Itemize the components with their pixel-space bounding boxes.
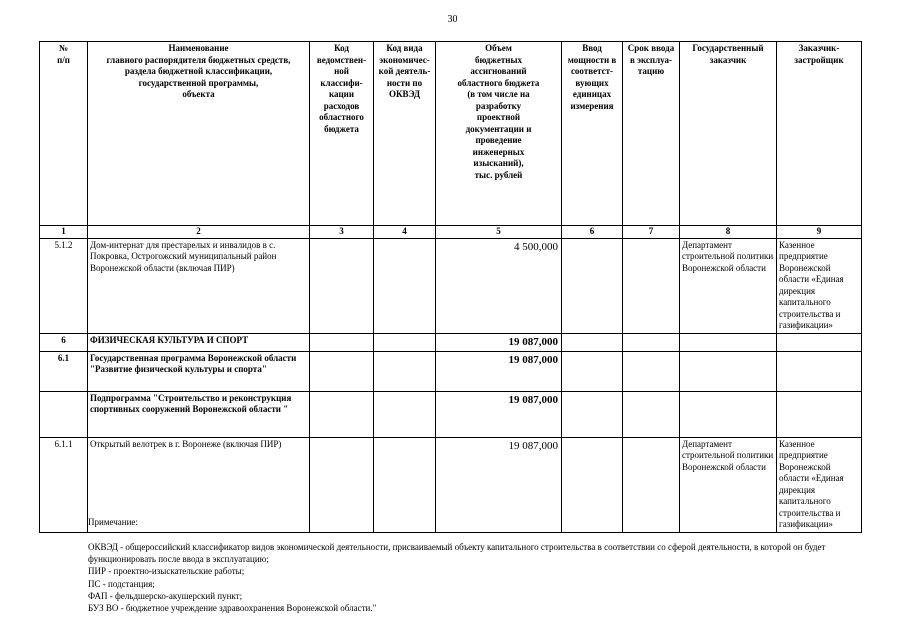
okved-cell: [374, 333, 436, 351]
capacity-cell: [562, 333, 623, 351]
row-number: 6.1.1: [40, 437, 88, 532]
okved-cell: [374, 351, 436, 391]
header-term: [623, 42, 680, 226]
developer-cell: [777, 333, 862, 351]
volume-cell: 19 087,000: [436, 437, 562, 532]
header-text: № п/п: [57, 43, 70, 65]
column-number: 8: [680, 226, 777, 239]
dept-code-cell: [310, 333, 374, 351]
header-text: Код вида экономичес- кой деятель- ности по ОКВЭД: [378, 43, 431, 100]
header-text: Наименование главного распорядителя бюджетных средств, раздела бюджетной классификации, государственной программы, объекта: [106, 43, 291, 100]
table-row: [40, 391, 862, 437]
dept-code-cell: [310, 391, 374, 437]
developer-cell: [777, 351, 862, 391]
note-line: ПИР - проектно-изыскательские работы;: [88, 566, 245, 577]
row-number: [40, 391, 88, 437]
volume-cell: 19 087,000: [436, 351, 562, 391]
note-line: ОКВЭД - общероссийский классификатор видов экономической деятельности, присваиваемый объекту капитального строительства в соответствии со сферой деятельности, в которой он будет функционировать после ввода в эксплуатацию;: [88, 542, 826, 565]
capacity-cell: [562, 238, 623, 333]
object-name: Открытый велотрек в г. Воронеже (включая ПИР): [88, 437, 310, 532]
table-row: [40, 333, 862, 351]
column-number: 3: [310, 226, 374, 239]
header-text: Ввод мощности в соответст- вующих единицах измерения: [567, 43, 617, 111]
dept-code-cell: [310, 351, 374, 391]
header-customer: [680, 42, 777, 226]
volume-cell: 19 087,000: [436, 391, 562, 437]
developer-cell: Казенное предприятие Воронежской области «Единая дирекция капитального строительства и газификации»: [777, 238, 862, 333]
program-name: Государственная программа Воронежской области "Развитие физической культуры и спорта": [88, 351, 310, 391]
header-volume: [436, 42, 562, 226]
capacity-cell: [562, 351, 623, 391]
customer-cell: [680, 333, 777, 351]
header-developer: [777, 42, 862, 226]
notes-title: Примечание:: [88, 517, 138, 527]
header-text: Заказчик- застройщик: [794, 43, 844, 65]
term-cell: [623, 351, 680, 391]
header-name: [88, 42, 310, 226]
header-text: Срок ввода в эксплуа- тацию: [627, 43, 675, 77]
header-text: Объем бюджетных ассигнований областного бюджета (в том числе на разработку проектной документации и проведение инженерных изысканий), тыс. рублей: [457, 43, 540, 180]
volume-cell: 4 500,000: [436, 238, 562, 333]
header-dept-code: [310, 42, 374, 226]
developer-cell: Казенное предприятие Воронежской области «Единая дирекция капитального строительства и газификации»: [777, 437, 862, 532]
term-cell: [623, 391, 680, 437]
column-number: 4: [374, 226, 436, 239]
column-number: 2: [88, 226, 310, 239]
note-line: ПС - подстанция;: [88, 578, 155, 589]
note-line: БУЗ ВО - бюджетное учреждение здравоохранения Воронежской области.": [88, 602, 377, 613]
term-cell: [623, 238, 680, 333]
table-row: [40, 351, 862, 391]
row-number: 5.1.2: [40, 238, 88, 333]
developer-cell: [777, 391, 862, 437]
column-number: 1: [40, 226, 88, 239]
header-text: Код ведомствен- ной классифи- кации расходов областного бюджета: [316, 43, 367, 134]
column-numbers-row: [40, 226, 862, 239]
header-number: [40, 42, 88, 226]
note-line: ФАП - фельдшерско-акушерский пункт;: [88, 590, 243, 601]
row-number: 6: [40, 333, 88, 351]
row-number: 6.1: [40, 351, 88, 391]
customer-cell: Департамент строительной политики Воронежской области: [680, 238, 777, 333]
object-name: Дом-интернат для престарелых и инвалидов в с. Покровка, Острогожский муниципальный район Воронежской области (включая ПИР): [88, 238, 310, 333]
customer-cell: Департамент строительной политики Воронежской области: [680, 437, 777, 532]
notes-section: [88, 516, 868, 614]
table-header-row: [40, 42, 862, 226]
term-cell: [623, 333, 680, 351]
volume-cell: 19 087,000: [436, 333, 562, 351]
header-capacity: [562, 42, 623, 226]
capital-construction-table: [39, 41, 862, 533]
column-number: 6: [562, 226, 623, 239]
subprogram-name: Подпрограмма "Строительство и реконструкция спортивных сооружений Воронежской области ": [88, 391, 310, 437]
header-okved: [374, 42, 436, 226]
okved-cell: [374, 391, 436, 437]
column-number: 9: [777, 226, 862, 239]
okved-cell: [374, 238, 436, 333]
customer-cell: [680, 351, 777, 391]
page-number: 30: [447, 14, 458, 25]
table-row: [40, 238, 862, 333]
dept-code-cell: [310, 238, 374, 333]
section-name: ФИЗИЧЕСКАЯ КУЛЬТУРА И СПОРТ: [88, 333, 310, 351]
header-text: Государственный заказчик: [692, 43, 764, 65]
column-number: 7: [623, 226, 680, 239]
column-number: 5: [436, 226, 562, 239]
customer-cell: [680, 391, 777, 437]
capacity-cell: [562, 391, 623, 437]
